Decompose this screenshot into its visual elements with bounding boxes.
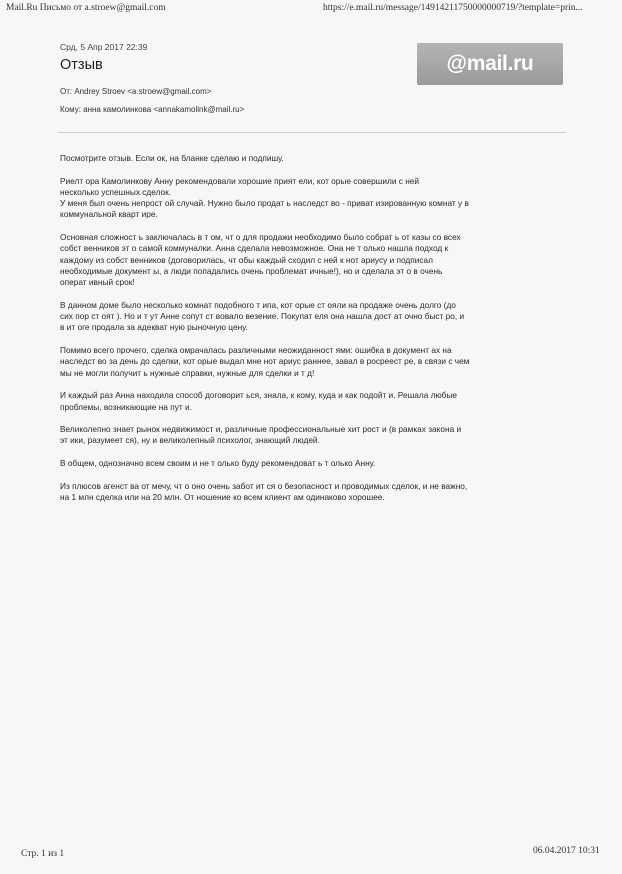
header-divider: [58, 132, 566, 133]
print-header-title: Mail.Ru Письмо от a.stroew@gmail.com: [6, 3, 166, 13]
body-paragraph: [60, 176, 570, 221]
body-line: в ит оге продала за адекват ную рыночную цену.: [60, 322, 248, 333]
print-timestamp: 06.04.2017 10:31: [533, 846, 600, 856]
body-paragraph: [60, 390, 570, 413]
body-paragraph: [60, 424, 570, 447]
logo-text: @mail.ru: [446, 52, 534, 75]
body-line: собст венников эт о самой коммуналки. Анна сделала невозможное. Она не т олько нашла подход к: [60, 243, 449, 254]
print-header-url: https://e.mail.ru/message/14914211750000000719/?template=prin...: [323, 3, 583, 13]
email-to: Кому: анна камолинкова <annakamolink@mail.ru>: [60, 105, 245, 114]
email-subject: Отзыв: [60, 57, 103, 73]
body-paragraph: [60, 232, 570, 288]
body-line: проблемы, возникающие на пут и.: [60, 401, 192, 412]
page-number: Стр. 1 из 1: [21, 849, 65, 859]
body-line: операт ивный срок!: [60, 277, 135, 288]
body-paragraph: [60, 345, 570, 379]
body-line: необходимые документ ы, а люди попадались очень проблемат ичные!), но и сделала эт о в очень: [60, 265, 443, 276]
body-line: коммунальной кварт ире.: [60, 209, 158, 220]
body-line: Основная сложност ь заключалась в т ом, чт о для продажи необходимо было собрат ь от казы со всех: [60, 232, 461, 243]
email-from: От: Andrey Stroev <a.stroew@gmail.com>: [60, 87, 212, 96]
body-line: каждому из собст венников (договорилась, чт обы каждый сходил с ней к нот ариусу и подписал: [60, 254, 434, 265]
email-body: [60, 153, 570, 515]
body-line: Посмотрите отзыв. Если ок, на бланке сделаю и подпишу.: [60, 153, 284, 163]
mailru-logo-icon: [417, 43, 563, 85]
body-line: Из плюсов агенст ва от мечу, чт о оно очень забот ит ся о безопасност и проводимых сделок, и не важно,: [60, 480, 468, 491]
body-line: Риелт ора Камолинкову Анну рекомендовали хорошие прият ели, кот орые совершили с ней: [60, 175, 420, 186]
body-line: эт ики, разумеет ся), ну и великолепный психолог, знающий людей.: [60, 435, 320, 446]
body-paragraph: [60, 458, 570, 469]
email-date: Срд, 5 Апр 2017 22:39: [60, 42, 148, 52]
body-line: на 1 млн сделка или на 20 млн. От ношение ко всем клиент ам одинаково хорошее.: [60, 491, 385, 502]
body-line: Великолепно знает рынок недвижимост и, различные профессиональные хит рост и (в рамках закона и: [60, 424, 462, 435]
body-line: В общем, однозначно всем своим и не т олько буду рекомендоват ь т олько Анну.: [60, 458, 376, 469]
body-line: наследст во за день до сделки, кот орые выдал мне нот ариус раннее, завал в росреест ре, в связи с чем: [60, 356, 470, 367]
body-line: В данном доме было несколько комнат подобного т ипа, кот орые ст ояли на продаже очень долго (до: [60, 299, 456, 310]
body-line: И каждый раз Анна находила способ договорит ься, знала, к кому, куда и как подойт и. Решала любые: [60, 390, 458, 401]
body-line: Помимо всего прочего, сделка омрачалась различными неожиданност ями: ошибка в документ ах на: [60, 345, 452, 356]
body-line: несколько успешных сделок.: [60, 186, 172, 197]
body-line: У меня был очень непрост ой случай. Нужно было продат ь наследст во - приват изированную комнат у в: [60, 198, 469, 209]
body-paragraph: [60, 481, 570, 504]
body-line: сих пор ст оят ). Но и т ут Анне сопут ст вовало везение. Покупат еля она нашла дост ат очно быст ро, и: [60, 311, 465, 322]
body-paragraph: [60, 300, 570, 334]
body-paragraph: [60, 153, 570, 164]
body-line: мы не могли получит ь нужные справки, нужные для сделки и т д!: [60, 367, 315, 378]
